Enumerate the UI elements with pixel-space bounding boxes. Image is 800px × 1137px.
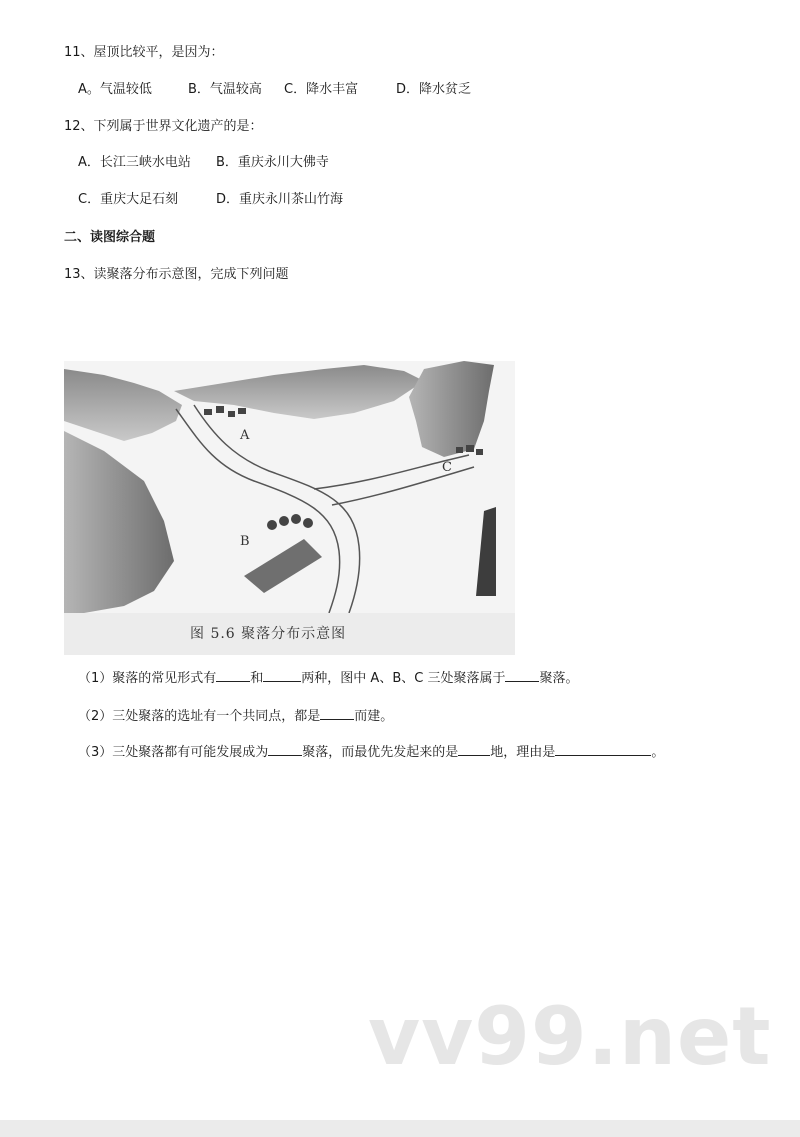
q13-sub3-blank-1[interactable] bbox=[268, 741, 302, 756]
q13-sub2-text-2: 而建。 bbox=[354, 709, 394, 724]
q13-sub3 bbox=[78, 741, 664, 762]
settlement-map-illustration bbox=[64, 361, 515, 613]
q11-option-a: A。气温较低 bbox=[78, 82, 152, 97]
q12-option-c: C．重庆大足石刻 bbox=[78, 192, 179, 207]
page-bottom-bar bbox=[0, 1120, 800, 1137]
section-heading: 二、读图综合题 bbox=[64, 230, 156, 245]
q13-sub1-text-1: （1）聚落的常见形式有 bbox=[78, 671, 217, 686]
q13-sub3-blank-3[interactable] bbox=[555, 741, 651, 756]
q13-sub3-blank-2[interactable] bbox=[458, 741, 490, 756]
q13-sub3-text-4: 。 bbox=[651, 745, 665, 760]
q13-sub1-text-2: 和 bbox=[250, 671, 264, 686]
q12-option-d: D．重庆永川茶山竹海 bbox=[216, 192, 344, 207]
q13-sub3-text-2: 聚落，而最优先发起来的是 bbox=[302, 745, 459, 760]
q11-option-c: C．降水丰富 bbox=[284, 82, 359, 97]
q12-option-a: A．长江三峡水电站 bbox=[78, 155, 191, 170]
watermark: vv99.net bbox=[368, 990, 772, 1083]
q11-stem: 11、屋顶比较平，是因为： bbox=[64, 45, 224, 60]
q13-sub2 bbox=[78, 705, 393, 726]
q12-options-row1 bbox=[78, 154, 329, 172]
settlement-map-figure bbox=[64, 361, 515, 655]
q13-sub1-blank-1[interactable] bbox=[216, 667, 250, 682]
q13-sub1 bbox=[78, 667, 578, 688]
q12-stem: 12、下列属于世界文化遗产的是： bbox=[64, 119, 263, 134]
q13-sub2-blank-1[interactable] bbox=[320, 705, 354, 720]
q13-sub1-blank-2[interactable] bbox=[263, 667, 301, 682]
q11-option-d: D．降水贫乏 bbox=[396, 82, 472, 97]
figure-caption: 图 5.6 聚落分布示意图 bbox=[190, 626, 347, 642]
q11-option-b: B．气温较高 bbox=[188, 82, 262, 97]
q13-sub1-text-3: 两种，图中 A、B、C 三处聚落属于 bbox=[301, 671, 506, 686]
label-c: C bbox=[442, 460, 452, 475]
q13-sub1-blank-3[interactable] bbox=[505, 667, 539, 682]
q13-stem: 13、读聚落分布示意图，完成下列问题 bbox=[64, 267, 289, 282]
label-b: B bbox=[240, 534, 250, 549]
q12-option-b: B．重庆永川大佛寺 bbox=[216, 155, 329, 170]
q11-options bbox=[78, 81, 471, 99]
q13-sub3-text-1: （3）三处聚落都有可能发展成为 bbox=[78, 745, 269, 760]
q13-sub3-text-3: 地，理由是 bbox=[490, 745, 556, 760]
q12-options-row2 bbox=[78, 191, 343, 209]
q13-sub2-text-1: （2）三处聚落的选址有一个共同点，都是 bbox=[78, 709, 321, 724]
q13-sub1-text-4: 聚落。 bbox=[539, 671, 579, 686]
label-a: A bbox=[240, 428, 250, 443]
